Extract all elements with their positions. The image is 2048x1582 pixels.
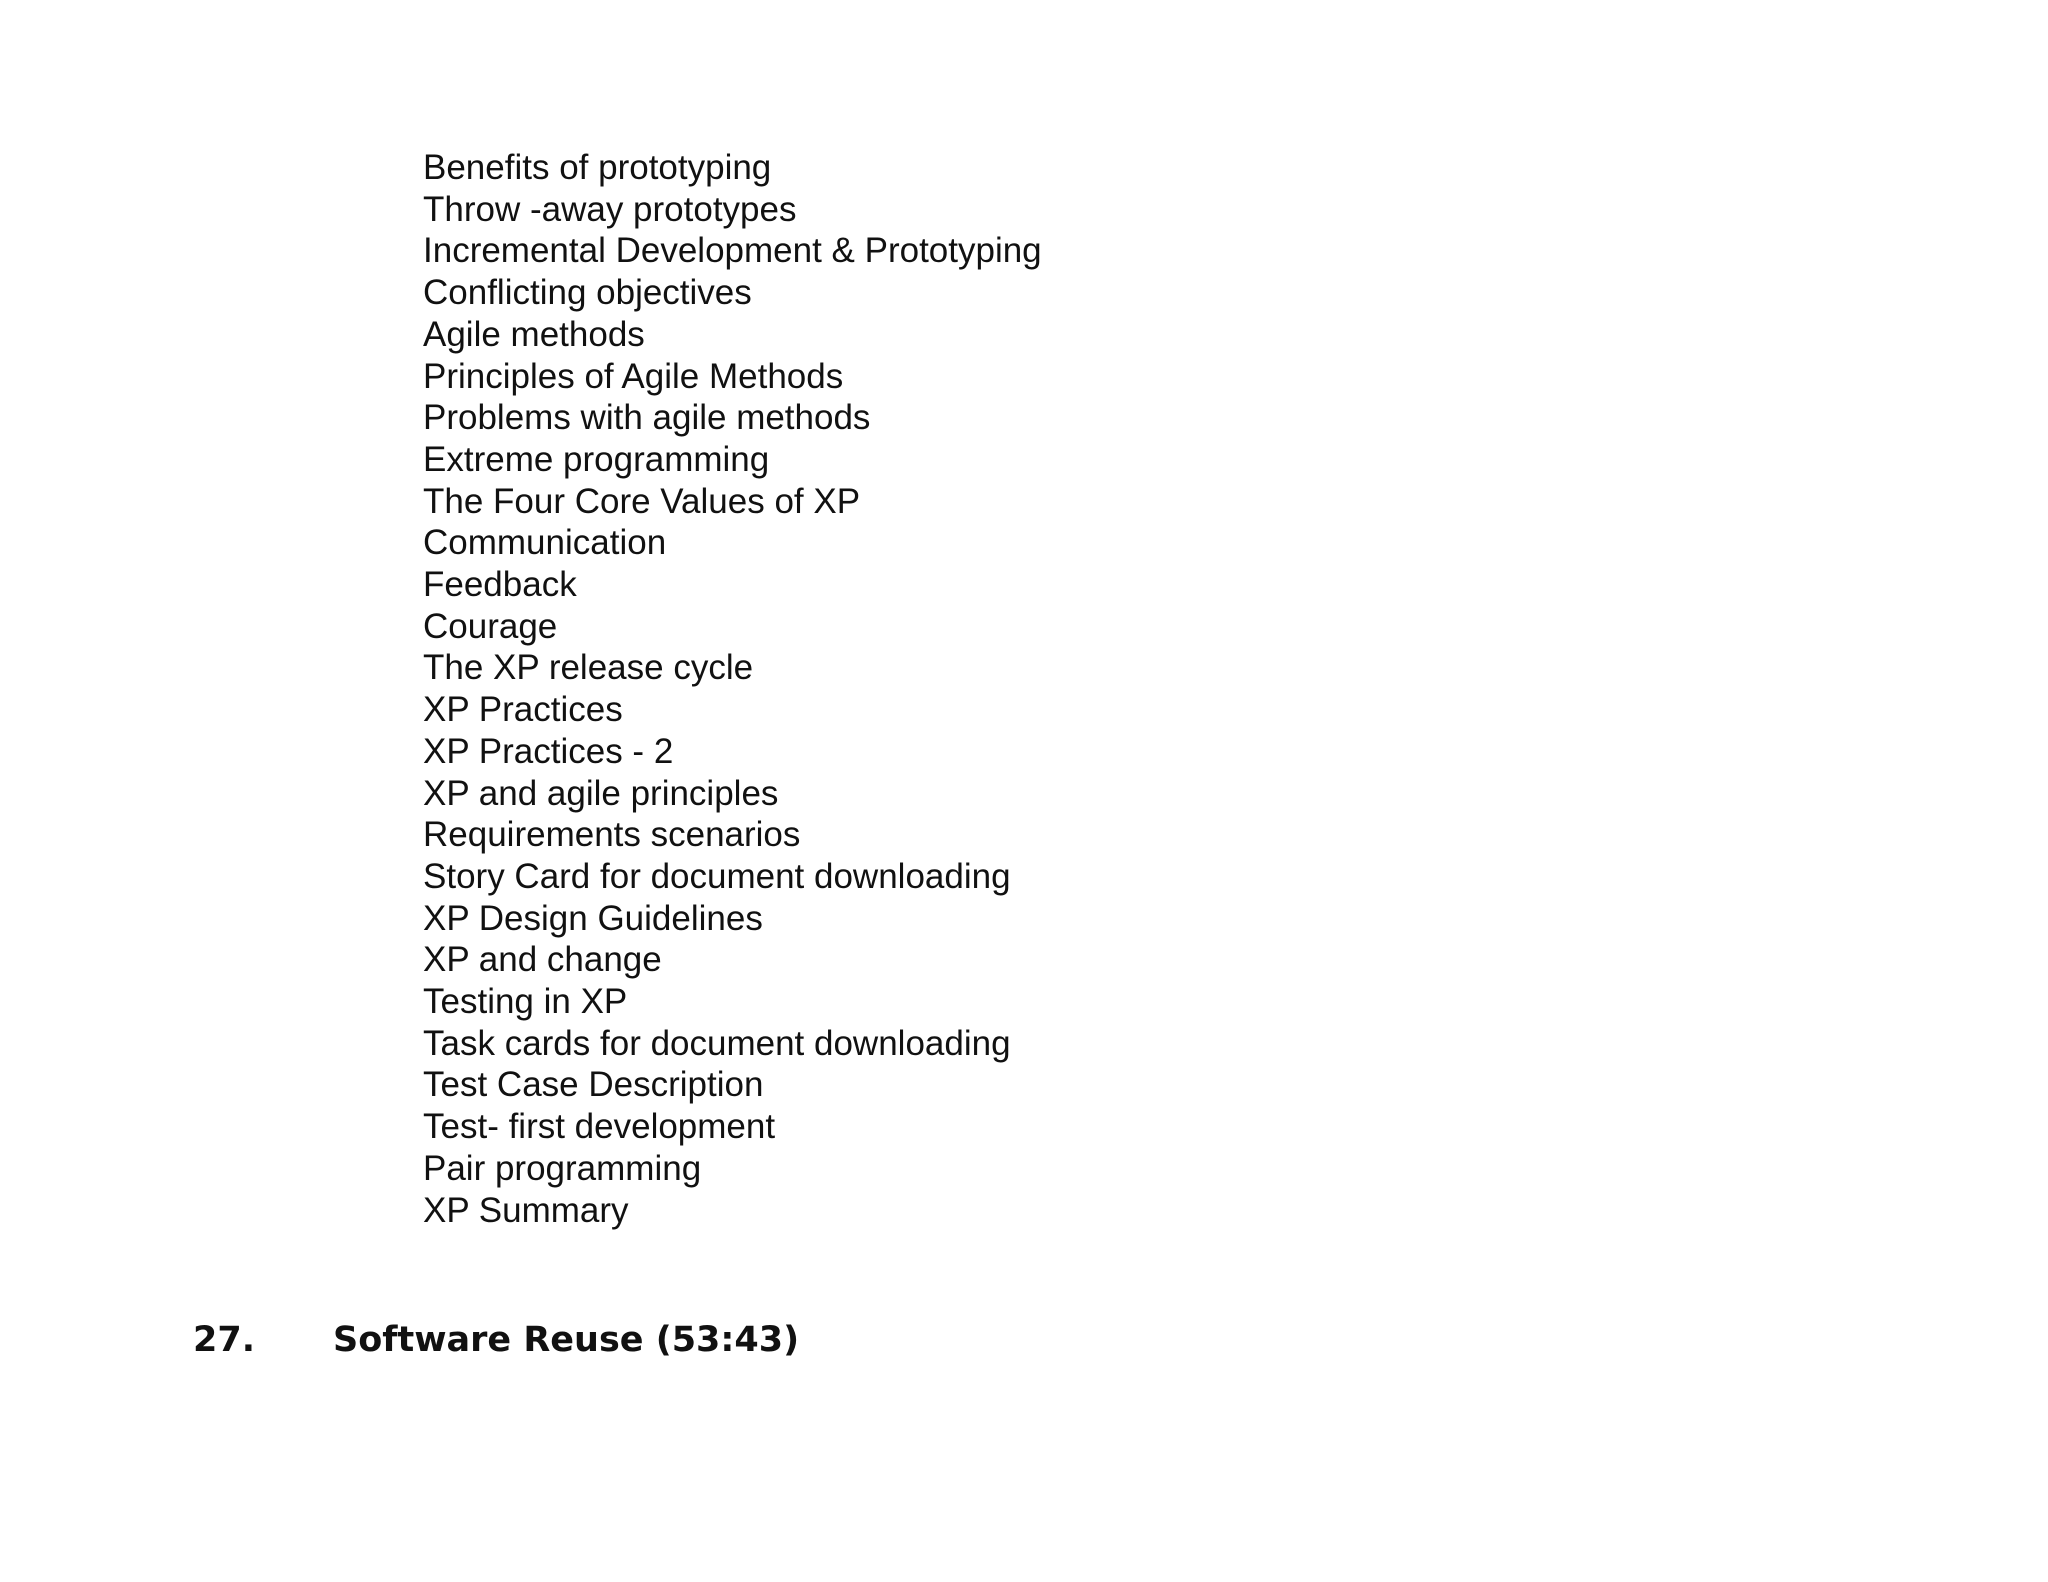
topic-item: Problems with agile methods [423, 398, 871, 438]
topic-item: Task cards for document downloading [423, 1023, 1011, 1063]
topic-item: Test Case Description [423, 1065, 764, 1105]
topic-item: Communication [423, 523, 667, 563]
topic-item: XP Summary [423, 1190, 629, 1230]
topic-item: XP Design Guidelines [423, 898, 763, 938]
topic-item: Pair programming [423, 1148, 702, 1188]
topic-item: Benefits of prototyping [423, 148, 772, 187]
topic-item: XP Practices [423, 690, 623, 730]
topic-item: Extreme programming [423, 439, 770, 479]
topic-item: Requirements scenarios [423, 815, 801, 855]
topic-item: XP and change [423, 940, 662, 980]
section-number: 27. [193, 1320, 256, 1360]
topic-item: Test- first development [423, 1107, 776, 1147]
topic-item: XP and agile principles [423, 773, 779, 813]
topic-item: Incremental Development & Prototyping [423, 231, 1042, 271]
topic-item: The Four Core Values of XP [423, 481, 861, 521]
topic-item: XP Practices - 2 [423, 731, 674, 771]
topic-list [423, 147, 1042, 1231]
topic-item: Principles of Agile Methods [423, 356, 844, 396]
topic-item: The XP release cycle [423, 648, 754, 688]
topic-item: Testing in XP [423, 982, 628, 1022]
topic-item: Story Card for document downloading [423, 856, 1011, 896]
topic-item: Conflicting objectives [423, 273, 752, 313]
topic-item: Courage [423, 606, 558, 646]
topic-item: Throw -away prototypes [423, 189, 797, 229]
topic-item: Agile methods [423, 314, 645, 354]
section-title: Software Reuse (53:43) [333, 1320, 800, 1360]
topic-item: Feedback [423, 565, 577, 605]
